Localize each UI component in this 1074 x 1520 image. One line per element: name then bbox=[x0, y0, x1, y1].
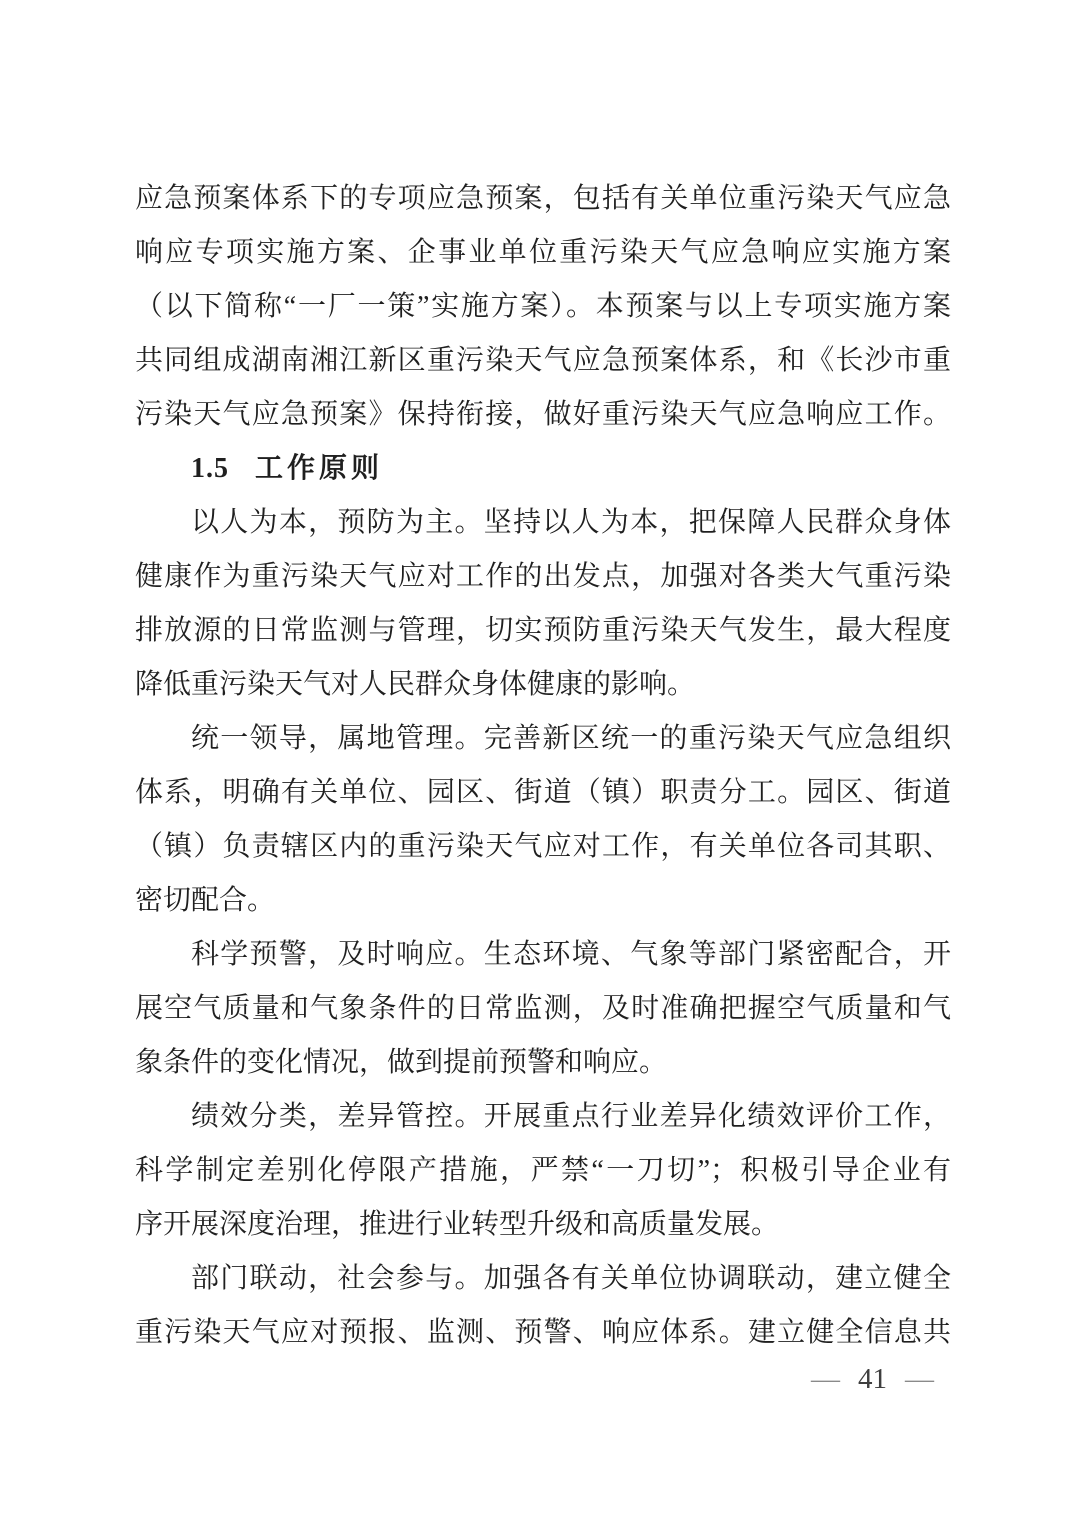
text-line: 部门联动，社会参与。加强各有关单位协调联动，建立健全 bbox=[191, 1263, 951, 1294]
text-line: 共同组成湖南湘江新区重污染天气应急预案体系，和《长沙市重 bbox=[135, 345, 951, 376]
text-line: 统一领导，属地管理。完善新区统一的重污染天气应急组织 bbox=[191, 723, 951, 754]
text-line: 污染天气应急预案》保持衔接，做好重污染天气应急响应工作。 bbox=[135, 399, 951, 430]
paragraph bbox=[135, 496, 951, 712]
text-line: 以人为本，预防为主。坚持以人为本，把保障人民群众身体 bbox=[191, 507, 951, 538]
text-line: 科学预警，及时响应。生态环境、气象等部门紧密配合，开 bbox=[191, 939, 951, 970]
footer-dash-left: — bbox=[811, 1363, 840, 1395]
paragraph bbox=[135, 928, 951, 1090]
text-line: 重污染天气应对预报、监测、预警、响应体系。建立健全信息共 bbox=[135, 1317, 951, 1348]
text-line: 响应专项实施方案、企事业单位重污染天气应急响应实施方案 bbox=[135, 237, 951, 268]
paragraph bbox=[135, 1090, 951, 1252]
text-line: 科学制定差别化停限产措施，严禁“一刀切”；积极引导企业有 bbox=[135, 1155, 951, 1186]
text-line: 密切配合。 bbox=[135, 885, 276, 916]
text-line: 体系，明确有关单位、园区、街道（镇）职责分工。园区、街道 bbox=[135, 777, 951, 808]
text-line: 序开展深度治理，推进行业转型升级和高质量发展。 bbox=[135, 1209, 780, 1240]
page-number bbox=[811, 1358, 934, 1400]
text-line: 绩效分类，差异管控。开展重点行业差异化绩效评价工作， bbox=[191, 1101, 951, 1132]
section-title: 工作原则 bbox=[255, 453, 384, 484]
text-line: 展空气质量和气象条件的日常监测，及时准确把握空气质量和气 bbox=[135, 993, 951, 1024]
text-line: 象条件的变化情况，做到提前预警和响应。 bbox=[135, 1047, 668, 1078]
footer-page-number: 41 bbox=[858, 1363, 887, 1395]
text-line: （镇）负责辖区内的重污染天气应对工作，有关单位各司其职、 bbox=[135, 831, 951, 862]
text-line: 应急预案体系下的专项应急预案，包括有关单位重污染天气应急 bbox=[135, 183, 951, 214]
footer-dash-right: — bbox=[905, 1363, 934, 1395]
paragraph bbox=[135, 712, 951, 928]
document-body bbox=[135, 172, 951, 1360]
paragraph-continuation bbox=[135, 172, 951, 442]
text-line: 健康作为重污染天气应对工作的出发点，加强对各类大气重污染 bbox=[135, 561, 951, 592]
text-line: 降低重污染天气对人民群众身体健康的影响。 bbox=[135, 669, 696, 700]
section-heading bbox=[135, 442, 951, 496]
section-number: 1.5 bbox=[191, 453, 229, 484]
text-line: （以下简称“一厂一策”实施方案）。本预案与以上专项实施方案 bbox=[135, 291, 951, 322]
paragraph bbox=[135, 1252, 951, 1360]
text-line: 排放源的日常监测与管理，切实预防重污染天气发生，最大程度 bbox=[135, 615, 951, 646]
